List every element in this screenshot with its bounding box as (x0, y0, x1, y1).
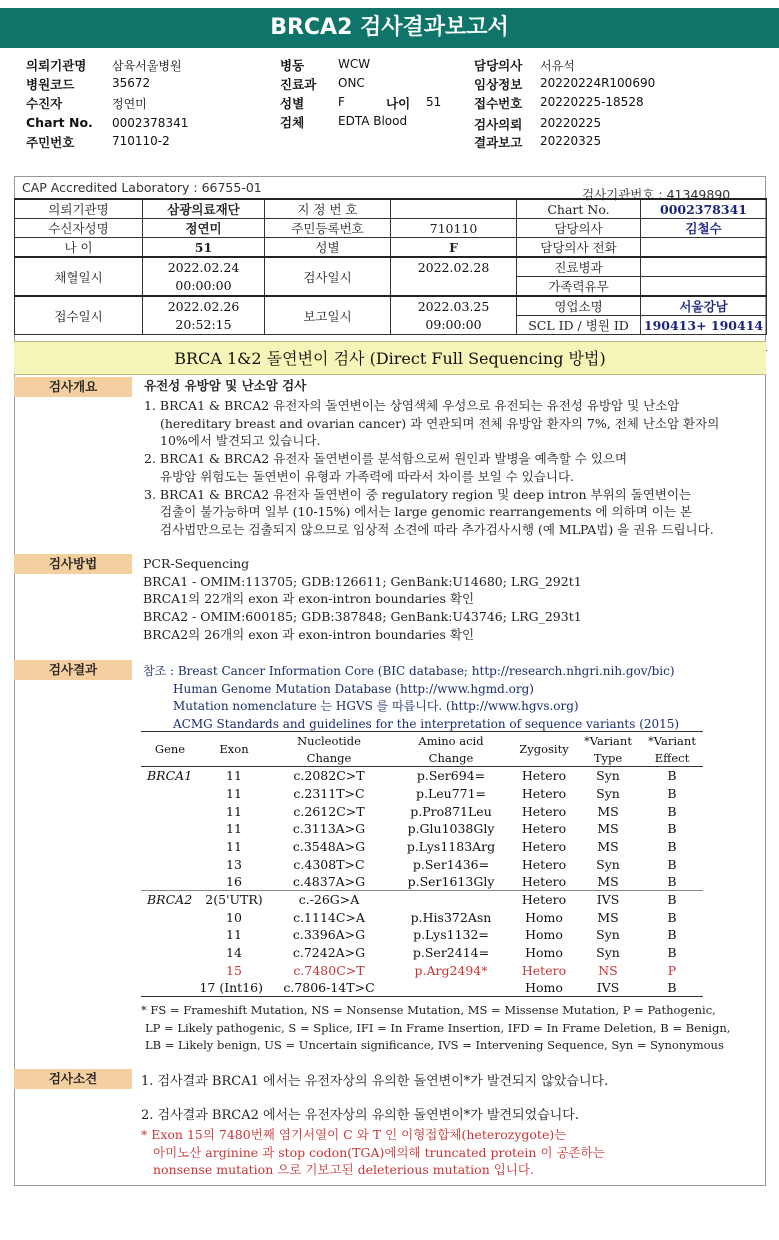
opinion-detail (141, 1126, 605, 1179)
cell-zygosity: Homo (525, 909, 563, 925)
hdr-cell: 가족력유무 (517, 277, 641, 297)
hdr-cell: 2022.02.24 (143, 257, 265, 277)
cell-amino: p.Glu1038Gly (407, 821, 495, 837)
cell-zygosity: Hetero (521, 803, 567, 819)
ward-label: 병동 (280, 58, 305, 73)
request-label: 검사의뢰 (474, 117, 523, 132)
hospital-value: 삼육서울병원 (112, 59, 182, 73)
section-result-label: 검사결과 (14, 660, 132, 680)
cell-amino: p.Ser1613Gly (407, 874, 495, 890)
col-header: Gene (141, 732, 199, 767)
cell-type: Syn (596, 785, 620, 801)
cell-type: MS (597, 909, 619, 925)
cell-zygosity: Homo (513, 979, 575, 997)
hdr-cell: 담당의사 전화 (517, 238, 641, 258)
hdr-cell: 09:00:00 (391, 316, 517, 335)
chart-value: 0002378341 (112, 116, 189, 130)
clinical-label: 임상정보 (474, 77, 523, 92)
col-header: Type (575, 749, 641, 767)
cell-gene: BRCA1 (147, 768, 193, 784)
clinical-value: 20220224R100690 (540, 76, 656, 90)
opinion-detail-line: nonsense mutation 으로 기보고된 deleterious mutation 입니다. (153, 1162, 534, 1178)
section-overview-label: 검사개요 (14, 377, 132, 397)
col-header: Change (389, 749, 513, 767)
dept-value: ONC (338, 76, 365, 90)
age-label: 나이 (386, 96, 411, 111)
overview-line: 유방암 위험도는 돌연변이 유형과 가족력에 따라서 차이를 보일 수 있습니다. (160, 468, 575, 484)
cell-effect: B (641, 979, 703, 997)
hdr-cell: 0002378341 (641, 199, 767, 219)
cell-effect: B (667, 785, 677, 801)
variant-row (141, 891, 703, 909)
variant-table-header (141, 732, 703, 750)
cell-gene (141, 908, 199, 926)
sex-label: 성별 (280, 96, 305, 111)
cell-effect: P (667, 962, 677, 978)
variant-row (141, 820, 703, 838)
overview-heading: 유전성 유방암 및 난소암 검사 (144, 378, 307, 393)
hdr-cell: 의뢰기관명 (15, 199, 143, 219)
col-header: Nucleotide (269, 732, 389, 750)
cell-zygosity: Hetero (521, 856, 567, 872)
cell-nucleotide: c.2612C>T (293, 803, 365, 819)
cell-effect: B (667, 821, 677, 837)
overview-line: 2. BRCA1 & BRCA2 유전자 돌연변이를 분석함으로써 원인과 발병을 예측할 수 있으며 (144, 451, 628, 467)
hdr-cell: 영업소명 (517, 296, 641, 316)
hdr-cell: 성별 (265, 238, 391, 258)
variant-row (141, 944, 703, 962)
opinion-detail-line: * Exon 15의 7480번째 염기서열이 C 와 T 인 이형접합체(heterozygote)는 (141, 1127, 567, 1142)
overview-lines (144, 397, 719, 539)
cell-effect: B (667, 927, 677, 943)
cell-amino: p.Leu771= (415, 785, 487, 801)
hdr-cell: SCL ID / 병원 ID (517, 316, 641, 335)
cell-type: IVS (575, 979, 641, 997)
reference-line: ACMG Standards and guidelines for the interpretation of sequence variants (2015) (173, 717, 680, 732)
cell-gene (141, 785, 199, 803)
hdr-cell: 수신자성명 (15, 219, 143, 238)
hdr-cell: 나 이 (15, 238, 143, 258)
variant-row (141, 926, 703, 944)
cell-type: Syn (596, 856, 620, 872)
cell-gene (141, 873, 199, 891)
cell-nucleotide: c.4837A>G (292, 874, 366, 890)
hdr-cell: 담당의사 (517, 219, 641, 238)
cell-effect: B (667, 768, 677, 784)
cell-exon: 11 (226, 785, 242, 801)
hdr-cell: 검사일시 (265, 257, 391, 296)
hdr-cell: 지 정 번 호 (265, 199, 391, 219)
cell-type: NS (598, 962, 618, 978)
method-lines (143, 555, 582, 644)
receipt-label: 접수번호 (474, 96, 523, 111)
col-header: Change (269, 749, 389, 767)
cell-exon: 11 (226, 838, 242, 854)
hdr-cell: 정연미 (143, 219, 265, 238)
note-line: LB = Likely benign, US = Uncertain significance, IVS = Intervening Sequence, Syn = Synonymous (145, 1038, 724, 1053)
cell-nucleotide: c.3113A>G (292, 821, 366, 837)
cell-effect: B (667, 838, 677, 854)
variant-table (141, 731, 703, 997)
hdr-cell (641, 277, 767, 297)
col-header: Exon (199, 732, 269, 767)
cell-effect: B (667, 909, 677, 925)
cell-exon: 2(5'UTR) (199, 891, 269, 909)
cell-nucleotide: c.1114C>A (293, 909, 365, 925)
variant-row (141, 785, 703, 803)
cap-accreditation: CAP Accredited Laboratory : 66755-01 (22, 180, 262, 195)
cell-type: MS (597, 838, 619, 854)
cell-effect: B (641, 891, 703, 909)
test-banner: BRCA 1&2 돌연변이 검사 (Direct Full Sequencing 방법) (14, 341, 766, 375)
cell-nucleotide: c.2311T>C (293, 785, 365, 801)
opinion-detail-line: 아미노산 arginine 과 stop codon(TGA)에의해 truncated protein 이 공존하는 (153, 1144, 605, 1160)
cell-type: Syn (596, 768, 620, 784)
cell-gene (141, 944, 199, 962)
col-header: Zygosity (513, 732, 575, 767)
cell-nucleotide: c.-26G>A (269, 891, 389, 909)
note-line: LP = Likely pathogenic, S = Splice, IFI = In Frame Insertion, IFD = In Frame Deletion, B = Benign, (145, 1020, 731, 1035)
cell-amino: p.Lys1132= (413, 927, 489, 943)
col-header: Amino acid (389, 732, 513, 750)
hdr-cell (391, 199, 517, 219)
report-value: 20220325 (540, 134, 602, 148)
hdr-cell: Chart No. (517, 199, 641, 219)
cell-zygosity: Hetero (521, 962, 567, 978)
hdr-cell: F (391, 238, 517, 258)
cell-gene (141, 926, 199, 944)
hdr-cell: 삼광의료재단 (143, 199, 265, 219)
hdr-cell: 주민등록번호 (265, 219, 391, 238)
hospital-label: 의뢰기관명 (26, 58, 87, 73)
cell-zygosity: Homo (525, 945, 563, 961)
dept-label: 진료과 (280, 77, 317, 92)
hdr-cell: 2022.02.28 (391, 257, 517, 277)
abbreviation-notes (141, 1002, 730, 1055)
ward-value: WCW (338, 57, 371, 71)
cell-gene (141, 961, 199, 979)
hdr-cell: 보고일시 (265, 296, 391, 335)
overview-line: 3. BRCA1 & BRCA2 유전자 돌연변이 중 regulatory region 및 deep intron 부위의 돌연변이는 (144, 486, 692, 502)
section-opinion-label: 검사소견 (14, 1069, 132, 1089)
hdr-cell: 00:00:00 (143, 277, 265, 297)
id-label: 주민번호 (26, 135, 75, 150)
cell-amino (389, 891, 513, 909)
reference-line: Human Genome Mutation Database (http://www.hgmd.org) (173, 681, 534, 696)
hdr-cell: 2022.02.26 (143, 296, 265, 316)
chart-label: Chart No. (26, 115, 93, 130)
cell-type: Syn (596, 945, 620, 961)
variant-row (141, 855, 703, 873)
cell-type: MS (597, 821, 619, 837)
hdr-cell (641, 238, 767, 258)
cell-exon: 13 (226, 856, 242, 872)
cell-type: Syn (596, 927, 620, 943)
patient-info-panel (0, 54, 779, 154)
cell-amino: p.Pro871Leu (410, 803, 492, 819)
variant-row (141, 873, 703, 891)
method-line: BRCA2 - OMIM:600185; GDB:387848; GenBank:U43746; LRG_293t1 (143, 609, 582, 625)
hdr-cell (641, 257, 767, 277)
cell-exon: 17 (Int16) (199, 979, 269, 997)
col-header: *Variant (575, 732, 641, 750)
opinion-line-1: 1. 검사결과 BRCA1 에서는 유전자상의 유의한 돌연변이*가 발견되지 않았습니다. (141, 1074, 609, 1089)
lab-registration-number: 검사기관번호 : 41349890 (582, 187, 731, 202)
reference-lines (143, 663, 679, 734)
code-label: 병원코드 (26, 77, 75, 92)
opinion-line-2: 2. 검사결과 BRCA2 에서는 유전자상의 유의한 돌연변이*가 발견되었습니다. (141, 1108, 579, 1123)
cell-amino: p.Arg2494* (414, 962, 488, 978)
variant-row (141, 979, 703, 997)
id-value: 710110-2 (112, 134, 170, 148)
doctor-label: 담당의사 (474, 58, 523, 73)
variant-row (141, 802, 703, 820)
method-line: PCR-Sequencing (143, 556, 250, 571)
cell-amino: p.Ser1436= (412, 856, 490, 872)
report-label: 결과보고 (474, 135, 523, 150)
cell-amino: p.Ser694= (416, 768, 486, 784)
hdr-cell: 서울강남 (641, 296, 767, 316)
cell-nucleotide: c.3396A>G (292, 927, 366, 943)
overview-line: 1. BRCA1 & BRCA2 유전자의 돌연변이는 상염색체 우성으로 유전되는 유전성 유방암 및 난소암 (144, 398, 680, 413)
hdr-cell: 김철수 (641, 219, 767, 238)
cell-amino (389, 979, 513, 997)
overview-text (144, 377, 306, 395)
overview-line: 검출이 불가능하며 일부 (10-15%) 에서는 large genomic rearrangements 에 의하며 이는 본 (160, 504, 692, 520)
cell-nucleotide: c.7242A>G (292, 945, 366, 961)
method-line: BRCA1의 22개의 exon 과 exon-intron boundaries 확인 (143, 591, 475, 607)
hdr-cell: 진료병과 (517, 257, 641, 277)
cell-zygosity: Hetero (521, 785, 567, 801)
cell-zygosity: Hetero (513, 891, 575, 909)
overview-line: 10%에서 발견되고 있습니다. (160, 433, 321, 449)
hdr-cell: 710110 (391, 219, 517, 238)
col-header: *Variant (641, 732, 703, 750)
cell-effect: B (667, 856, 677, 872)
specimen-header-table (14, 198, 767, 351)
cell-gene (141, 820, 199, 838)
age-value: 51 (426, 95, 442, 109)
note-line: * FS = Frameshift Mutation, NS = Nonsense Mutation, MS = Missense Mutation, P = Pathogenic, (141, 1003, 716, 1017)
hdr-cell: 190413+ 190414 (641, 316, 767, 335)
cell-gene: BRCA2 (141, 891, 199, 909)
cell-nucleotide: c.7480C>T (293, 962, 365, 978)
hdr-cell: 51 (143, 238, 265, 258)
cell-exon: 11 (226, 803, 242, 819)
cell-type: IVS (575, 891, 641, 909)
hdr-cell: 20:52:15 (143, 316, 265, 335)
sex-value: F (338, 95, 345, 109)
overview-line: (hereditary breast and ovarian cancer) 과 연관되며 전체 유방암 환자의 7%, 전체 난소암 환자의 (160, 415, 720, 431)
receipt-value: 20220225-18528 (540, 95, 644, 109)
cell-amino: p.Ser2414= (412, 945, 490, 961)
variant-row (141, 767, 703, 785)
cell-exon: 11 (226, 768, 242, 784)
cell-nucleotide: c.7806-14T>C (269, 979, 389, 997)
cell-type: MS (597, 803, 619, 819)
overview-line: 검사법만으로는 검출되지 않으므로 임상적 소견에 따라 추가검사시행 (예 MLPA법) 을 권유 드립니다. (160, 521, 714, 537)
method-line: BRCA1 - OMIM:113705; GDB:126611; GenBank:U14680; LRG_292t1 (143, 573, 582, 589)
request-value: 20220225 (540, 116, 602, 130)
reference-line: Mutation nomenclature 는 HGVS 를 따릅니다. (http://www.hgvs.org) (173, 699, 579, 714)
cell-exon: 15 (226, 962, 242, 978)
cell-zygosity: Hetero (521, 821, 567, 837)
cell-nucleotide: c.3548A>G (292, 838, 366, 854)
cell-zygosity: Hetero (521, 874, 567, 890)
cell-exon: 11 (226, 821, 242, 837)
cell-zygosity: Hetero (521, 838, 567, 854)
cell-gene (141, 802, 199, 820)
patient-label: 수진자 (26, 96, 63, 111)
patient-value: 정연미 (112, 97, 147, 111)
hdr-cell (391, 277, 517, 297)
cell-exon: 11 (226, 927, 242, 943)
cell-effect: B (667, 945, 677, 961)
variant-row (141, 838, 703, 856)
cell-exon: 14 (226, 945, 242, 961)
method-line: BRCA2의 26개의 exon 과 exon-intron boundaries 확인 (143, 626, 475, 642)
cell-nucleotide: c.2082C>T (293, 768, 365, 784)
doctor-value: 서유석 (540, 59, 575, 73)
cell-effect: B (667, 803, 677, 819)
section-method-label: 검사방법 (14, 554, 132, 574)
cell-exon: 10 (226, 909, 242, 925)
code-value: 35672 (112, 76, 151, 90)
variant-row (141, 908, 703, 926)
cell-amino: p.His372Asn (410, 909, 492, 925)
hdr-cell: 채혈일시 (15, 257, 143, 296)
cell-effect: B (667, 874, 677, 890)
cell-gene (141, 979, 199, 997)
cell-type: MS (597, 874, 619, 890)
cell-amino: p.Lys1183Arg (406, 838, 496, 854)
cell-gene (141, 838, 199, 856)
variant-row-pathogenic (141, 961, 703, 979)
cell-exon: 16 (226, 874, 242, 890)
cell-zygosity: Hetero (521, 768, 567, 784)
specimen-value: EDTA Blood (338, 114, 408, 128)
specimen-label: 검체 (280, 115, 305, 130)
cell-nucleotide: c.4308T>C (293, 856, 365, 872)
hdr-cell: 2022.03.25 (391, 296, 517, 316)
col-header: Effect (641, 749, 703, 767)
cell-gene (141, 855, 199, 873)
cell-zygosity: Homo (525, 927, 563, 943)
reference-line: 참조 : Breast Cancer Information Core (BIC database; http://research.nhgri.nih.gov/bic) (143, 664, 675, 678)
hdr-cell: 접수일시 (15, 296, 143, 335)
report-title: BRCA2 검사결과보고서 (0, 8, 779, 48)
